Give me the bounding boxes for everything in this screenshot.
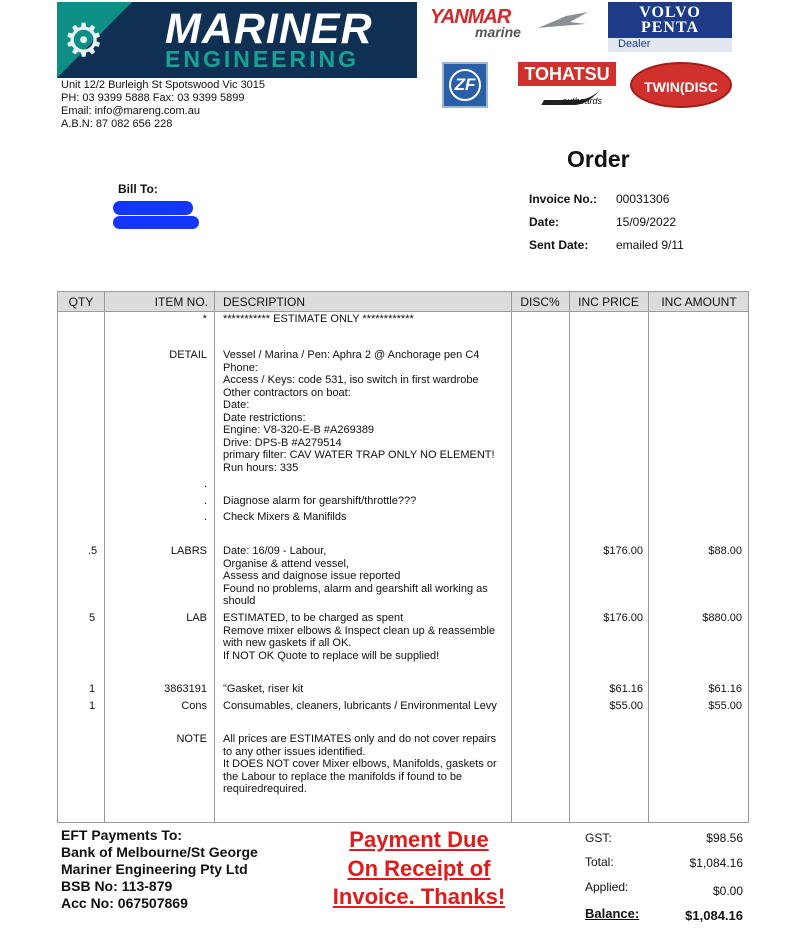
item-no-cell: 3863191 (164, 683, 207, 695)
tohatsu-logo-sub: outboards (562, 96, 603, 106)
item-no-cell: . (203, 478, 207, 490)
volvo-logo-line2: PENTA (640, 19, 700, 36)
description-cell: Date: 16/09 - Labour, Organise & attend vessel, Assess and daignose issue reported Found no problems, alarm and gearshift all working as should (223, 545, 488, 607)
header-item-no: ITEM NO. (154, 295, 208, 309)
zf-logo-text: ZF (449, 69, 481, 101)
date-label: Date: (529, 215, 560, 229)
redaction-mark (113, 201, 193, 215)
item-no-cell: NOTE (176, 733, 207, 745)
description-cell: ESTIMATED, to be charged as spent Remove mixer elbows & Inspect clean up & reassemble with new gaskets if all OK. If NOT OK Quote to replace will be supplied! (223, 612, 496, 662)
amount-cell: $880.00 (702, 612, 742, 624)
redaction-mark (113, 216, 199, 229)
sent-date-label: Sent Date: (529, 238, 589, 252)
price-cell: $176.00 (603, 612, 643, 624)
company-email: Email: info@mareng.com.au (61, 105, 200, 117)
yanmar-logo-name: YANMAR (430, 6, 511, 28)
header-description: DESCRIPTION (223, 295, 306, 309)
description-cell: Vessel / Marina / Pen: Aphra 2 @ Anchorage pen C4 Phone: Access / Keys: code 531, iso switch in first wardrobe Other contractors on boat: Date: Date restrictions: Engine: V8-320-E-B #A269389 Drive: DPS-B #A279514 primary filter: CAV WATER TRAP ONLY NO ELEMENT! Run hours: 335 (223, 349, 495, 474)
eft-title: EFT Payments To: (61, 827, 183, 843)
amount-cell: $55.00 (708, 700, 742, 712)
qty-cell: 5 (89, 612, 96, 624)
company-address: Unit 12/2 Burleigh St Spotswood Vic 3015 (61, 79, 266, 91)
eft-account-number: Acc No: 067507869 (61, 895, 188, 911)
mariner-logo-name: MARINER (165, 5, 373, 53)
company-phone: PH: 03 9399 5888 Fax: 03 9399 5899 (61, 92, 245, 104)
invoice-no-value: 00031306 (616, 192, 670, 206)
volvo-penta-logo (608, 2, 732, 52)
twin-disc-logo: TWIN(DISC (630, 62, 732, 108)
tohatsu-logo (518, 62, 616, 108)
volvo-logo-line1: VOLVO (639, 4, 701, 21)
date-value: 15/09/2022 (616, 215, 677, 229)
mariner-engineering-logo (57, 2, 417, 78)
item-no-cell: * (202, 313, 207, 325)
company-abn: A.B.N: 87 082 656 228 (61, 118, 173, 130)
eft-payment-details (61, 827, 258, 912)
tohatsu-logo-name: TOHATSU (518, 62, 616, 86)
gst-label: GST: (585, 831, 612, 845)
total-value: $1,084.16 (689, 856, 743, 870)
zf-logo (442, 62, 488, 108)
header-qty: QTY (68, 295, 94, 309)
eft-bank: Bank of Melbourne/St George (61, 844, 258, 860)
description-cell: Consumables, cleaners, lubricants / Environmental Levy (223, 700, 497, 712)
item-no-cell: DETAIL (169, 349, 207, 361)
payment-due-notice: Payment Due On Receipt of Invoice. Thanks! (332, 827, 506, 909)
total-label: Total: (585, 855, 614, 869)
item-no-cell: . (203, 511, 207, 523)
description-cell: "Gasket, riser kit (223, 683, 304, 695)
price-cell: $55.00 (609, 700, 643, 712)
price-cell: $61.16 (609, 683, 643, 695)
yanmar-logo (430, 6, 590, 46)
qty-cell: 1 (89, 700, 96, 712)
yanmar-logo-sub: marine (475, 24, 521, 40)
bill-to-label: Bill To: (118, 182, 158, 196)
eft-account-name: Mariner Engineering Pty Ltd (61, 861, 248, 877)
applied-value: $0.00 (712, 884, 743, 898)
item-no-cell: . (203, 495, 207, 507)
sent-date-value: emailed 9/11 (616, 238, 684, 252)
qty-cell: .5 (88, 545, 98, 557)
eft-bsb: BSB No: 113-879 (61, 878, 173, 894)
description-cell: All prices are ESTIMATES only and do not cover repairs to any other issues identified. It DOES NOT cover Mixer elbows, Manifolds, gaskets or the Labour to replace the manifolds if found to be requiredrequired. (223, 733, 497, 795)
mariner-logo-sub: ENGINEERING (165, 46, 360, 72)
balance-value: $1,084.16 (685, 908, 743, 923)
item-no-cell: Cons (181, 700, 207, 712)
company-details (61, 79, 265, 131)
gst-value: $98.56 (706, 831, 743, 845)
description-cell: Diagnose alarm for gearshift/throttle??? (223, 495, 417, 507)
amount-cell: $88.00 (708, 545, 742, 557)
item-no-cell: LAB (186, 612, 207, 624)
invoice-no-label: Invoice No.: (529, 192, 598, 206)
engine-icon: ⚙ (63, 14, 105, 66)
balance-label: Balance: (585, 906, 640, 921)
document-title: Order (567, 146, 630, 172)
header-inc-amount: INC AMOUNT (661, 295, 737, 309)
volvo-dealer-label: Dealer (608, 38, 732, 52)
header-inc-price: INC PRICE (578, 295, 639, 309)
qty-cell: 1 (89, 683, 96, 695)
applied-label: Applied: (585, 880, 629, 894)
amount-cell: $61.16 (708, 683, 742, 695)
price-cell: $176.00 (603, 545, 643, 557)
header-disc: DISC% (520, 295, 560, 309)
description-cell: Check Mixers & Manifilds (223, 511, 347, 523)
seabird-icon (536, 10, 590, 34)
item-no-cell: LABRS (170, 545, 207, 557)
description-cell: *********** ESTIMATE ONLY ************ (223, 313, 414, 325)
line-items-table (57, 291, 749, 823)
